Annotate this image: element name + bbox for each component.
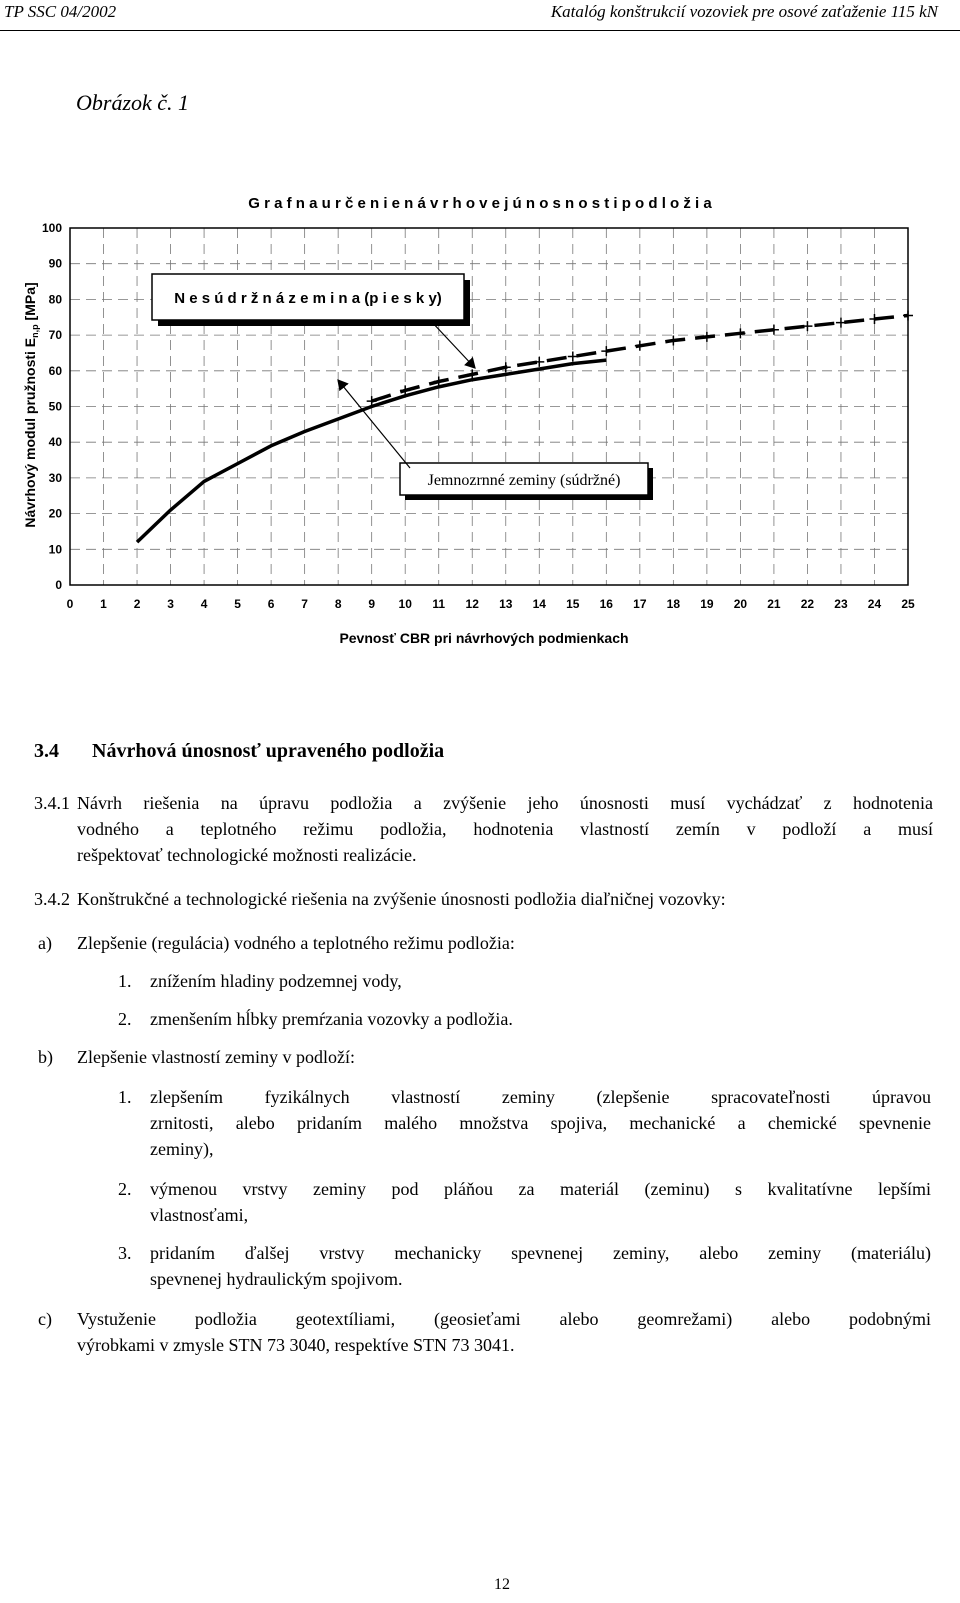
annotation-cohesionless bbox=[152, 274, 475, 368]
paragraph-341-line-3: rešpektovať technologické možnosti realizácie. bbox=[77, 845, 417, 865]
series-marker-cohesionless bbox=[769, 325, 779, 335]
y-tick-label: 30 bbox=[48, 470, 62, 485]
list-item-b3-line-2: spevnenej hydraulickým spojivom. bbox=[150, 1269, 403, 1289]
list-item-b2-line-1: výmenou vrstvy zeminy pod pláňou za materiál (zeminu) s kvalitatívne lepšími bbox=[150, 1179, 931, 1199]
y-axis-label-unit: [MPa] bbox=[22, 282, 38, 325]
x-tick-label: 13 bbox=[499, 597, 513, 611]
chart-series bbox=[137, 310, 913, 542]
x-tick-label: 12 bbox=[465, 597, 479, 611]
x-tick-label: 17 bbox=[633, 597, 647, 611]
x-axis-ticks bbox=[67, 597, 915, 611]
list-item-b3 bbox=[150, 1240, 931, 1292]
y-tick-label: 80 bbox=[48, 292, 62, 307]
list-item-a: Zlepšenie (regulácia) vodného a teplotného režimu podložia: bbox=[77, 933, 515, 953]
list-item-a2-number: 2. bbox=[118, 1009, 132, 1029]
x-tick-label: 9 bbox=[368, 597, 376, 611]
series-marker-cohesionless bbox=[903, 310, 913, 320]
list-item-a1: znížením hladiny podzemnej vody, bbox=[150, 971, 402, 991]
paragraph-341 bbox=[77, 790, 933, 868]
x-tick-label: 23 bbox=[834, 597, 848, 611]
series-marker-cohesionless bbox=[802, 321, 812, 331]
x-tick-label: 4 bbox=[200, 597, 208, 611]
annotation-cohesionless-arrow bbox=[430, 320, 475, 368]
paragraph-number-342: 3.4.2 bbox=[34, 889, 70, 909]
y-tick-label: 40 bbox=[48, 435, 62, 450]
x-tick-label: 6 bbox=[267, 597, 275, 611]
list-item-b3-line-1: pridaním ďalšej vrstvy mechanicky spevnenej zeminy, alebo zeminy (materiálu) bbox=[150, 1243, 931, 1263]
y-tick-label: 70 bbox=[48, 328, 62, 343]
series-line-cohesive bbox=[137, 360, 606, 542]
figure-caption: Obrázok č. 1 bbox=[76, 90, 190, 115]
x-tick-label: 7 bbox=[301, 597, 308, 611]
y-tick-label: 10 bbox=[48, 542, 62, 557]
x-tick-label: 14 bbox=[532, 597, 546, 611]
y-tick-label: 50 bbox=[48, 399, 62, 414]
list-item-b1-line-1: zlepšením fyzikálnych vlastností zeminy (zlepšenie spracovateľnosti úpravou bbox=[150, 1087, 931, 1107]
list-item-c bbox=[77, 1306, 931, 1358]
chart-title: G r a f n a u r č e n i e n á v r h o v e j ú n o s n o s t i p o d l o ž i a bbox=[248, 195, 712, 212]
x-tick-label: 0 bbox=[66, 597, 74, 611]
x-tick-label: 16 bbox=[599, 597, 613, 611]
series-marker-cohesionless bbox=[534, 357, 544, 367]
page-number: 12 bbox=[494, 1576, 510, 1593]
annotation-cohesive-arrow bbox=[338, 380, 410, 468]
paragraph-number-341: 3.4.1 bbox=[34, 793, 70, 813]
y-axis-label-main: Návrhový modul pružnosti E bbox=[22, 337, 38, 528]
list-item-b2-line-2: vlastnosťami, bbox=[150, 1205, 249, 1225]
header-document-code: TP SSC 04/2002 bbox=[4, 2, 117, 21]
annotation-cohesionless-label: N e s ú d r ž n á z e m i n a (p i e s k y) bbox=[174, 290, 442, 307]
list-item-a1-number: 1. bbox=[118, 971, 132, 991]
x-tick-label: 21 bbox=[767, 597, 781, 611]
list-item-b1-line-2: zrnitosti, alebo pridaním malého množstva spojiva, mechanické a chemické spevnenie bbox=[150, 1113, 931, 1133]
x-tick-label: 24 bbox=[867, 597, 882, 611]
x-tick-label: 2 bbox=[133, 597, 141, 611]
list-item-a2: zmenšením hĺbky premŕzania vozovky a podložia. bbox=[150, 1009, 513, 1029]
list-item-b1 bbox=[150, 1084, 931, 1162]
list-label-c: c) bbox=[38, 1309, 52, 1329]
x-tick-label: 5 bbox=[234, 597, 241, 611]
y-tick-label: 90 bbox=[48, 256, 62, 271]
list-item-b2-number: 2. bbox=[118, 1179, 132, 1199]
y-tick-label: 0 bbox=[55, 578, 62, 592]
list-item-b1-number: 1. bbox=[118, 1087, 132, 1107]
x-tick-label: 11 bbox=[432, 597, 446, 611]
y-tick-label: 60 bbox=[48, 363, 62, 378]
x-tick-label: 20 bbox=[733, 597, 748, 611]
section-title: Návrhová únosnosť upraveného podložia bbox=[92, 740, 445, 762]
list-item-c-line-1: Vystuženie podložia geotextíliami, (geosieťami alebo geomrežami) alebo podobnými bbox=[77, 1309, 931, 1329]
series-marker-cohesionless bbox=[668, 335, 678, 345]
list-item-b2 bbox=[150, 1176, 931, 1228]
list-item-b3-number: 3. bbox=[118, 1243, 132, 1263]
x-axis-label: Pevnosť CBR pri návrhových podmienkach bbox=[339, 630, 629, 646]
series-marker-cohesionless bbox=[568, 352, 578, 362]
x-tick-label: 3 bbox=[167, 597, 174, 611]
x-tick-label: 8 bbox=[334, 597, 342, 611]
x-tick-label: 25 bbox=[901, 597, 915, 611]
paragraph-341-line-1: Návrh riešenia na úpravu podložia a zvýšenie jeho únosnosti musí vychádzať z hodnotenia bbox=[77, 793, 933, 813]
section-heading bbox=[34, 740, 444, 763]
y-tick-label: 20 bbox=[48, 506, 62, 521]
x-tick-label: 18 bbox=[666, 597, 681, 611]
x-tick-label: 10 bbox=[398, 597, 412, 611]
paragraph-341-line-2: vodného a teplotného režimu podložia, hodnotenia vlastností zemín v podloží a musí bbox=[77, 819, 933, 839]
x-tick-label: 19 bbox=[700, 597, 714, 611]
series-marker-cohesionless bbox=[702, 332, 712, 342]
list-item-b: Zlepšenie vlastností zeminy v podloží: bbox=[77, 1047, 355, 1067]
series-marker-cohesionless bbox=[735, 328, 745, 338]
list-label-a: a) bbox=[38, 933, 52, 953]
y-axis-ticks bbox=[42, 221, 62, 592]
list-item-b1-line-3: zeminy), bbox=[150, 1139, 214, 1159]
page-header bbox=[0, 2, 960, 31]
series-marker-cohesionless bbox=[836, 318, 846, 328]
y-axis-label-subscript: n,p bbox=[30, 324, 40, 338]
x-tick-label: 22 bbox=[800, 597, 815, 611]
series-marker-cohesionless bbox=[635, 341, 645, 351]
y-tick-label: 100 bbox=[41, 221, 62, 235]
header-document-title: Katalóg konštrukcií vozoviek pre osové zaťaženie 115 kN bbox=[550, 2, 938, 21]
annotation-cohesive-label: Jemnozrnné zeminy (súdržné) bbox=[427, 472, 621, 489]
list-item-c-line-2: výrobkami v zmysle STN 73 3040, respektíve STN 73 3041. bbox=[77, 1335, 515, 1355]
section-number: 3.4 bbox=[34, 740, 59, 762]
x-tick-label: 15 bbox=[566, 597, 580, 611]
series-marker-cohesionless bbox=[601, 346, 611, 356]
y-axis-label bbox=[22, 282, 40, 527]
series-marker-cohesionless bbox=[869, 314, 879, 324]
list-label-b: b) bbox=[38, 1047, 53, 1067]
x-tick-label: 1 bbox=[100, 597, 107, 611]
paragraph-342: Konštrukčné a technologické riešenia na zvýšenie únosnosti podložia diaľničnej vozovky: bbox=[77, 889, 726, 909]
subgrade-bearing-chart bbox=[0, 180, 960, 680]
